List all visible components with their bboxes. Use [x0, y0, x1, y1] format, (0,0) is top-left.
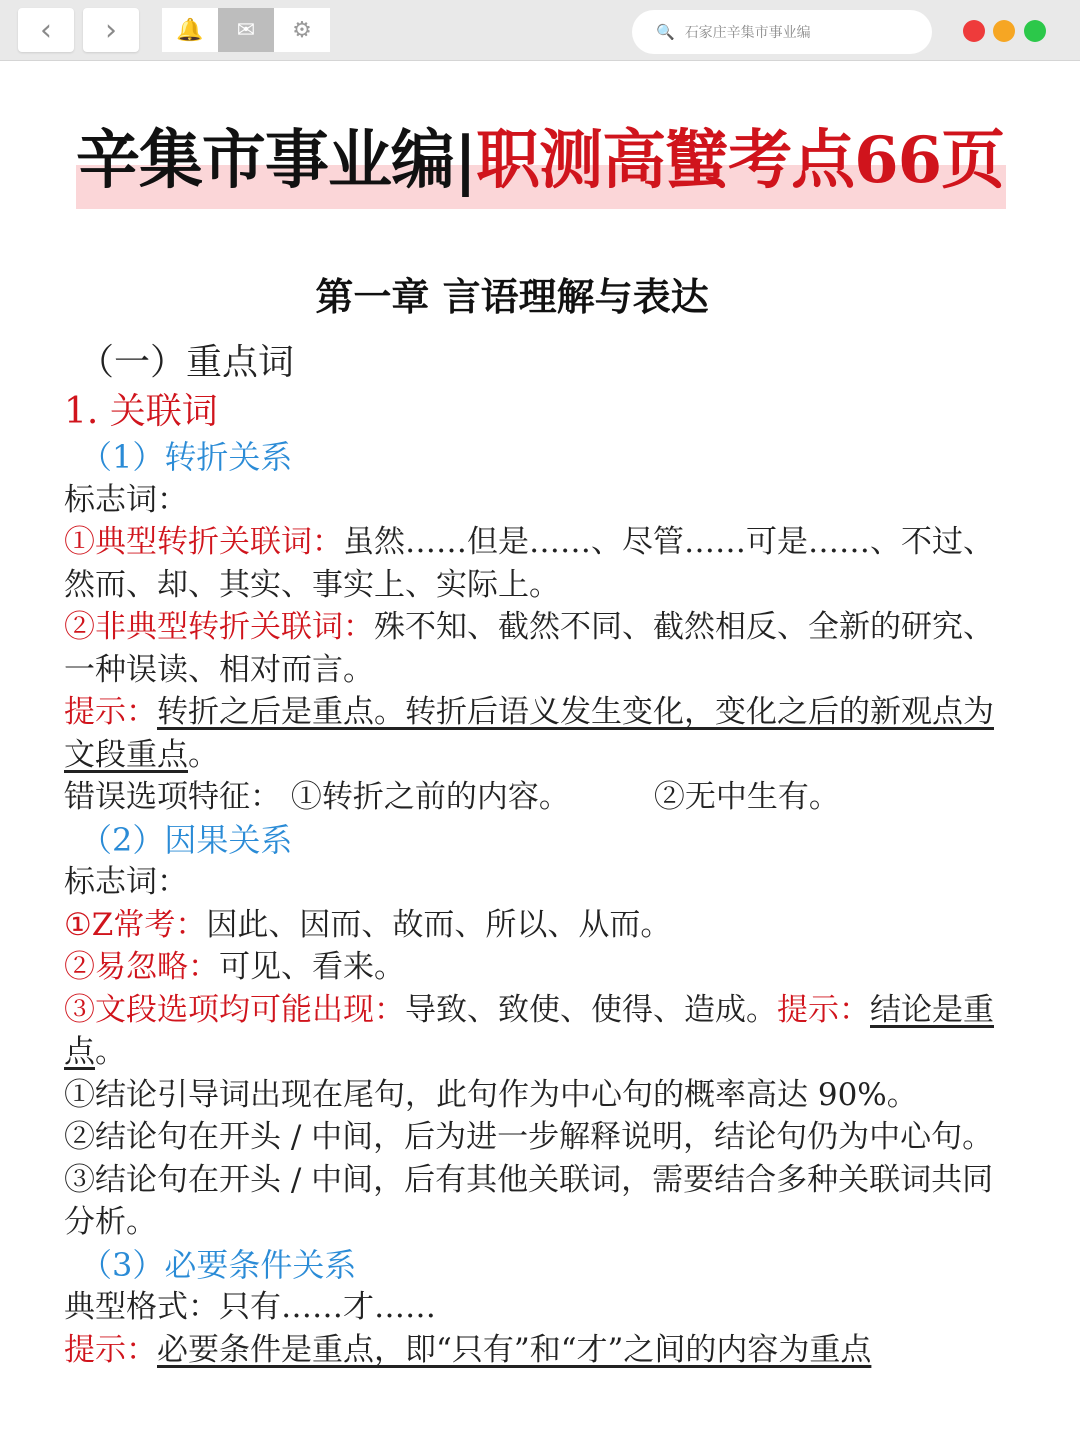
marker-label: 标志词：	[64, 864, 188, 900]
subsection-heading-transition: （1）转折关系	[80, 438, 293, 476]
maximize-window-button[interactable]	[1024, 20, 1046, 42]
forward-button[interactable]	[83, 8, 139, 52]
error-features	[64, 776, 1004, 819]
error-item-2: ②无中生有。	[653, 779, 840, 815]
ignored-label: ②易忽略：	[64, 949, 219, 985]
tip-text: 必要条件是重点，即“只有”和“才”之间的内容为重点	[157, 1331, 872, 1368]
notifications-button[interactable]	[162, 8, 218, 52]
common-text: 因此、因而、故而、所以、从而。	[206, 906, 672, 943]
both-label: ③文段选项均可能出现：	[64, 991, 405, 1028]
topic-heading: 1. 关联词	[64, 391, 218, 432]
tip-label: 提示：	[64, 1331, 157, 1368]
common-causal-words	[64, 904, 1004, 947]
page-title	[0, 118, 1080, 204]
atypical-label: ②非典型转折关联词：	[64, 609, 374, 645]
tip-label: 提示：	[64, 694, 157, 730]
atypical-text: 殊不知、截然不同、截然相反、全新的研究、一种误读、相对而言。	[64, 609, 994, 688]
chapter-heading: 第一章 言语理解与表达	[315, 274, 709, 319]
tip-end: 。	[95, 1034, 126, 1070]
chevron-left-icon: ‹	[40, 12, 52, 48]
title-part2: 职测高蠥考点66页	[476, 123, 1005, 198]
causal-rule-1: ①结论引导词出现在尾句，此句作为中心句的概率高达 90%。	[64, 1076, 918, 1113]
tip-text: 转折之后是重点。转折后语义发生变化，变化之后的新观点为文段重点	[64, 694, 994, 773]
condition-tip	[64, 1329, 1004, 1372]
causal-rule-3: ③结论句在开头 / 中间，后有其他关联词，需要结合多种关联词共同分析。	[64, 1161, 994, 1240]
both-causal-words	[64, 989, 1004, 1074]
search-text: 石家庄辛集市事业编	[684, 25, 811, 41]
document-body	[64, 338, 1004, 1371]
subsection-heading-causal: （2）因果关系	[80, 820, 293, 859]
search-input[interactable]	[632, 10, 932, 54]
ignored-causal-words	[64, 946, 1004, 989]
tip-end: 。	[188, 736, 219, 773]
typical-transition-words	[64, 521, 1004, 606]
both-text: 导致、致使、使得、造成。	[405, 991, 777, 1028]
condition-format: 典型格式：只有……才……	[64, 1289, 436, 1325]
browser-toolbar	[0, 0, 1080, 61]
section-heading: （一）重点词	[78, 342, 295, 383]
gear-icon: ⚙	[292, 17, 312, 43]
mail-button[interactable]	[218, 8, 274, 52]
mail-icon: ✉	[236, 17, 256, 43]
search-icon: 🔍	[656, 23, 675, 41]
transition-tip	[64, 691, 1004, 776]
subsection-heading-condition: （3）必要条件关系	[80, 1245, 357, 1284]
minimize-window-button[interactable]	[993, 20, 1015, 42]
error-item-1: ①转折之前的内容。	[290, 779, 570, 815]
common-label: ①Z常考：	[64, 906, 207, 943]
ignored-text: 可见、看来。	[219, 949, 405, 985]
settings-button[interactable]	[274, 8, 330, 52]
title-part1: 辛集市事业编	[75, 123, 454, 198]
error-label: 错误选项特征：	[64, 779, 281, 815]
back-button[interactable]	[18, 8, 74, 52]
tip-text: 结论是重点	[64, 991, 994, 1070]
chevron-right-icon: ›	[105, 12, 117, 48]
close-window-button[interactable]	[963, 20, 985, 42]
typical-text: 虽然……但是……、尽管……可是……、不过、然而、却、其实、事实上、实际上。	[64, 524, 994, 603]
typical-label: ①典型转折关联词：	[64, 524, 343, 560]
bell-icon: 🔔	[176, 17, 204, 43]
tip-label: 提示：	[777, 991, 870, 1028]
title-separator: |	[453, 123, 477, 198]
marker-label: 标志词：	[64, 481, 188, 518]
causal-rule-2: ②结论句在开头 / 中间，后为进一步解释说明，结论句仍为中心句。	[64, 1119, 994, 1155]
atypical-transition-words	[64, 606, 1004, 691]
